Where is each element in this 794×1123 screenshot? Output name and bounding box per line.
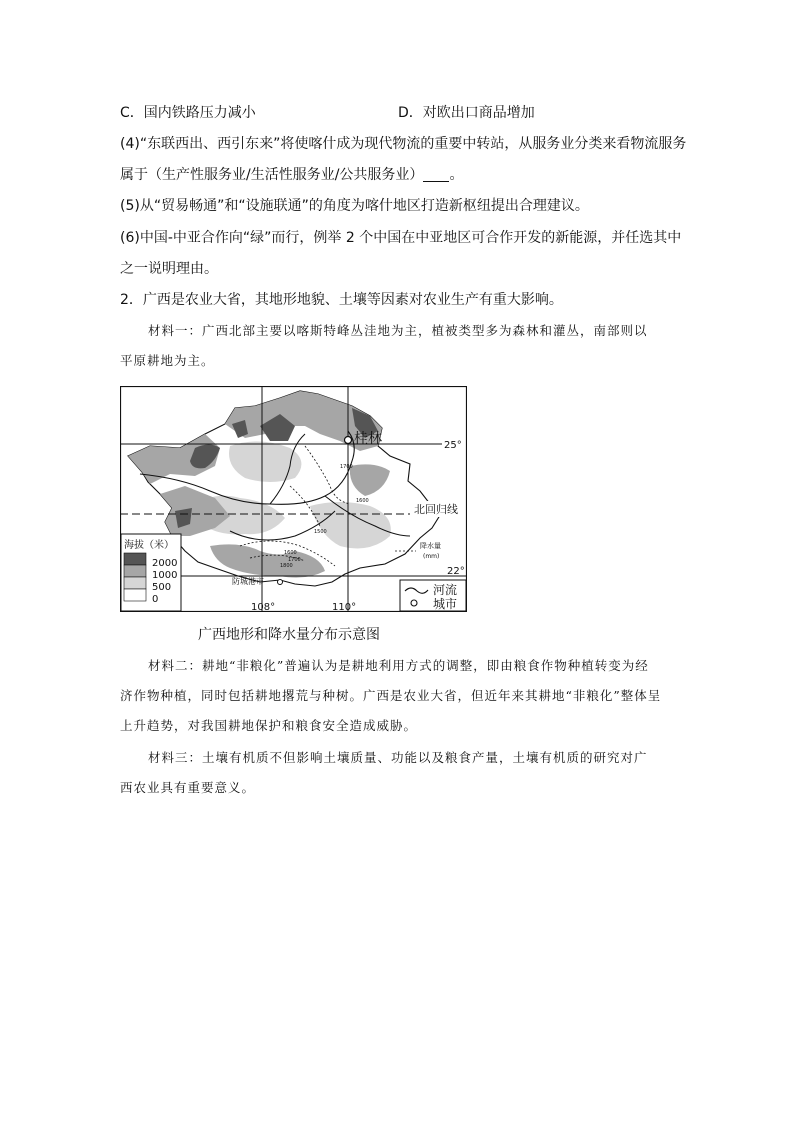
- guilin-label: 桂林: [354, 431, 382, 447]
- material-1-line-1: 材料一：广西北部主要以喀斯特峰丛洼地为主，植被类型多为森林和灌丛，南部则以: [148, 323, 648, 338]
- material-2-line-1: 材料二：耕地“非粮化”普遍认为是耕地利用方式的调整，即由粮食作物种植转变为经: [148, 658, 649, 673]
- option-c: C．国内铁路压力减小: [120, 105, 256, 121]
- question-4-line-1: (4)“东联西出、西引东来”将使喀什成为现代物流的重要中转站，从服务业分类来看物流服务: [120, 136, 687, 152]
- isohyet-label: 1700: [288, 557, 301, 563]
- isohyet-label: 1700: [340, 464, 353, 470]
- isohyet-label: 1600: [284, 550, 297, 556]
- elevation-legend-title: 海拔（米）: [124, 540, 174, 551]
- longitude-110-label: 110°: [332, 602, 357, 612]
- elevation-label-500: 500: [152, 582, 172, 593]
- precipitation-legend-label: 降水量: [420, 542, 441, 550]
- latitude-25-label: 25°: [444, 440, 462, 451]
- option-d: D．对欧出口商品增加: [398, 105, 535, 121]
- city-legend-label: 城市: [433, 597, 458, 611]
- question-5: (5)从“贸易畅通”和“设施联通”的角度为喀什地区打造新枢纽提出合理建议。: [120, 198, 589, 214]
- isohyet-label: 1500: [314, 529, 327, 535]
- elevation-swatch-plain: [124, 589, 146, 601]
- material-3-line-2: 西农业具有重要意义。: [120, 780, 256, 795]
- latitude-22-label: 22°: [447, 566, 465, 577]
- elevation-swatch-mid: [124, 565, 146, 577]
- elevation-label-0: 0: [152, 594, 159, 605]
- answer-blank[interactable]: [423, 167, 449, 182]
- material-1-line-2: 平原耕地为主。: [120, 353, 215, 368]
- guilin-city-marker: [345, 437, 352, 444]
- elevation-label-1000: 1000: [152, 570, 178, 581]
- question-4-end: 。: [449, 167, 464, 183]
- question-6-line-1: (6)中国-中亚合作向“绿”而行，例举 2 个中国在中亚地区可合作开发的新能源，并任选其中: [120, 230, 682, 246]
- question-2-stem: 2．广西是农业大省，其地形地貌、土壤等因素对农业生产有重大影响。: [120, 292, 563, 308]
- isohyet-label: 1800: [280, 563, 293, 569]
- fangchenggang-city-marker: [278, 580, 283, 585]
- material-2-line-2: 济作物种植，同时包括耕地撂荒与种树。广西是农业大省，但近年来其耕地“非粮化”整体呈: [120, 688, 662, 703]
- material-2-line-3: 上升趋势，对我国耕地保护和粮食安全造成威胁。: [120, 718, 418, 733]
- fangchenggang-label: 防城港市: [232, 577, 264, 586]
- elevation-swatch-high: [124, 553, 146, 565]
- material-3-line-1: 材料三：土壤有机质不但影响土壤质量、功能以及粮食产量，土壤有机质的研究对广: [148, 750, 648, 765]
- elevation-swatch-low: [124, 577, 146, 589]
- tropic-of-cancer-label: 北回归线: [414, 503, 458, 516]
- isohyet-label: 1600: [356, 498, 369, 504]
- longitude-108-label: 108°: [251, 602, 276, 612]
- question-6-line-2: 之一说明理由。: [120, 261, 218, 277]
- guangxi-terrain-precipitation-map: [120, 386, 467, 612]
- river-legend-label: 河流: [433, 583, 458, 597]
- question-4-text: 属于（生产性服务业/生活性服务业/公共服务业）: [120, 167, 424, 183]
- elevation-label-2000: 2000: [152, 558, 178, 569]
- city-legend-symbol: [411, 600, 417, 606]
- map-caption: 广西地形和降水量分布示意图: [198, 627, 380, 643]
- precipitation-legend-unit: (mm): [423, 553, 440, 560]
- question-4-line-2: [120, 165, 463, 185]
